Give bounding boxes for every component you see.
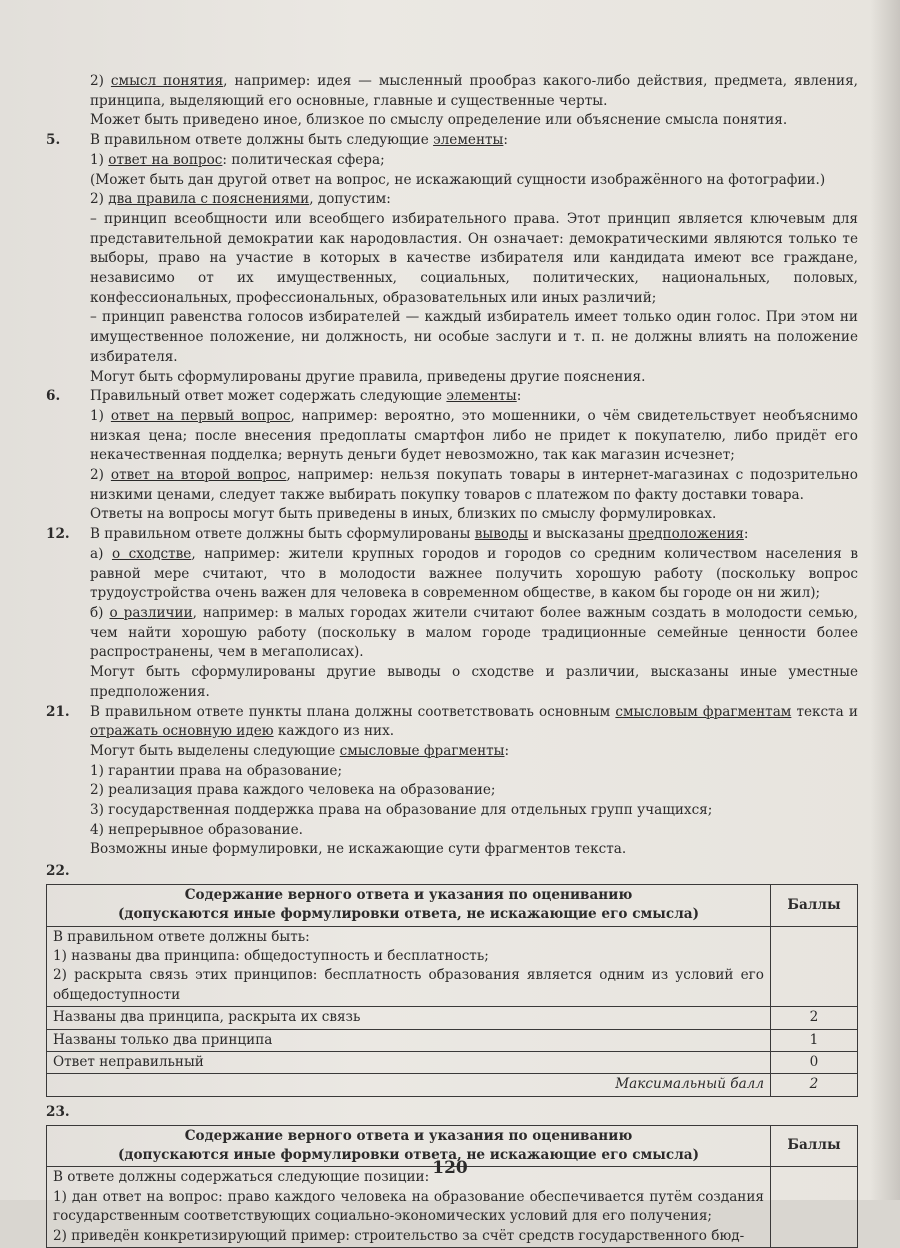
page-number: 120 (432, 1158, 468, 1178)
answer-5-point-2: 2) два правила с пояснениями, допустим: (90, 191, 391, 208)
table-row: Названы два принципа, раскрыта их связь 2 (47, 1007, 858, 1029)
answer-5-note: (Может быть дан другой ответ на вопрос, не искажающий сущности изображённого на фотографии.) (90, 171, 826, 188)
grading-table-22 (46, 884, 858, 1097)
answer-5-lead: В правильном ответе должны быть следующие элементы: (90, 132, 508, 149)
list-item: 1) гарантии права на образование; (90, 762, 343, 779)
intro-line-1: 2) смысл понятия, например: идея — мысленный прообраз какого-либо действия, предмета, явления, принципа, выделяющий его основные, главные и существенные черты. (90, 73, 858, 109)
page-edge-shadow (870, 0, 900, 1200)
intro-line-2: Может быть приведено иное, близкое по смыслу определение или объяснение смысла понятия. (90, 112, 788, 129)
answer-12-closing: Могут быть сформулированы другие выводы о сходстве и различии, высказаны иные уместные предположения. (90, 664, 858, 700)
answer-21 (46, 703, 858, 861)
page-content (46, 72, 858, 1248)
answer-6-point-2: 2) ответ на второй вопрос, например: нельзя покупать товары в интернет-магазинах с подозрительно низкими ценами, следует также выбирать покупку товаров с платежом по факту доставки товара. (90, 467, 858, 503)
answer-6-closing: Ответы на вопросы могут быть приведены в иных, близких по смыслу формулировках. (90, 506, 717, 523)
list-item: 4) непрерывное образование. (90, 821, 303, 838)
answer-5-rule-b: – принцип равенства голосов избирателей — каждый избиратель имеет только один голос. При этом ни имущественное положение, ни должность, ни особые заслуги и т. п. не должны влиять на положение избирателя. (90, 309, 858, 365)
table-header-content: Содержание верного ответа и указания по оцениванию (допускаются иные формулировки ответа, не искажающие его смысла) (47, 884, 771, 926)
answer-12-point-a: а) о сходстве, например: жители крупных городов и городов со средним количеством населения в равной мере считают, что в молодости важнее получить хорошую работу (поскольку вопрос трудоустройства очень важен для человека в современном обществе, в каком бы городе он ни жил); (90, 545, 858, 602)
table-header-points: Баллы (771, 1125, 858, 1167)
table-header-points: Баллы (771, 884, 858, 926)
table-header-content: Содержание верного ответа и указания по оцениванию (допускаются иные формулировки ответа, не искажающие его смысла) (47, 1125, 771, 1167)
grading-table-23 (46, 1125, 858, 1248)
answer-21-closing: Возможны иные формулировки, не искажающие сути фрагментов текста. (90, 841, 627, 858)
table-row (47, 926, 858, 1007)
list-item: 2) реализация права каждого человека на образование; (90, 782, 496, 799)
answer-5-rule-a: – принцип всеобщности или всеобщего избирательного права. Этот принцип является ключевым для представительной демократии как народовластия. Он означает: демократическими являются только те выборы, право на участие в которых в качестве избирателя или кандидата имеют все граждане, независимо от их имущественных, социальных, политических, национальных, половых, конфессиональных, профессиональных, образовательных или иных различий; (90, 210, 858, 306)
table-row: Ответ неправильный 0 (47, 1052, 858, 1074)
answer-12-point-b: б) о различии, например: в малых городах жители считают более важным создать в молодости семью, чем найти хорошую работу (поскольку в малом городе традиционные семейные ценности более распространены, чем в мегаполисах). (90, 604, 859, 661)
answer-23-number: 23. (46, 1103, 70, 1120)
answer-22-number: 22. (46, 863, 70, 880)
answer-5 (46, 131, 858, 387)
table-row (47, 1167, 858, 1248)
table-cell-answer: В правильном ответе должны быть: 1) названы два принципа: общедоступность и бесплатность; 2) раскрыта связь этих принципов: бесплатность образования является одним из условий его общедоступности (47, 926, 771, 1007)
answer-5-point-1: 1) ответ на вопрос: политическая сфера; (90, 151, 385, 168)
table-row-max: Максимальный балл 2 (47, 1074, 858, 1096)
table-row: Названы только два принципа 1 (47, 1029, 858, 1051)
answer-21-lead: В правильном ответе пункты плана должны соответствовать основным смысловым фрагментам текста и отражать основную идею каждого из них. (90, 703, 858, 740)
answer-21-sub: Могут быть выделены следующие смысловые фрагменты: (90, 742, 510, 759)
answer-12-lead: В правильном ответе должны быть сформулированы выводы и высказаны предположения: (90, 526, 749, 543)
table-header-row (47, 884, 858, 926)
list-item: 3) государственная поддержка права на образование для отдельных групп учащихся; (90, 802, 713, 819)
answer-number: 5. (46, 132, 61, 149)
answer-12 (46, 525, 858, 702)
answer-6-point-1: 1) ответ на первый вопрос, например: вероятно, это мошенники, о чём свидетельствует необъяснимо низкая цена; после внесения предоплаты смартфон либо не придет к покупателю, либо придёт его некачественная подделка; вернуть деньги будет невозможно, так как магазин исчезнет; (90, 407, 858, 464)
answer-6-lead: Правильный ответ может содержать следующие элементы: (90, 388, 522, 405)
answer-5-closing: Могут быть сформулированы другие правила, приведены другие пояснения. (90, 368, 646, 385)
intro-block (46, 72, 858, 131)
answer-6 (46, 387, 858, 525)
answer-number: 12. (46, 526, 70, 543)
table-cell-answer: В ответе должны содержаться следующие позиции: 1) дан ответ на вопрос: право каждого человека на образование обеспечивается путём создания государственным соответствующих социально-экономических условий для его получения; 2) приведён конкретизирующий пример: строительство за счёт средств государственного бюд- (47, 1167, 771, 1248)
answer-number: 6. (46, 388, 61, 405)
answer-number: 21. (46, 703, 70, 720)
